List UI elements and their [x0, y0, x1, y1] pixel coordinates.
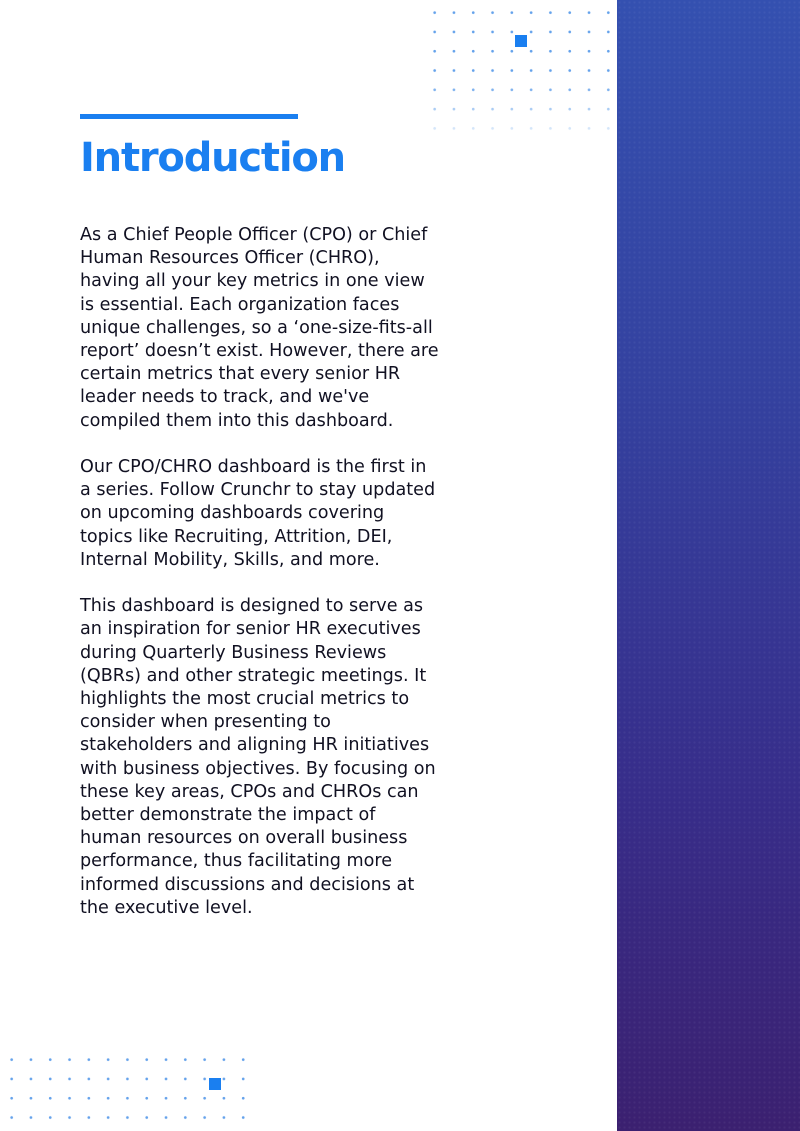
decorative-dot-grid-bottom	[2, 1050, 252, 1131]
introduction-body	[80, 224, 462, 943]
page-title: Introduction	[80, 135, 345, 181]
decorative-accent-square-top	[515, 35, 527, 47]
intro-paragraph-3: This dashboard is designed to serve as an inspiration for senior HR executives during Quarterly Business Reviews (QBRs) and other strategic meetings. It highlights the most crucial metrics to consider when presenting to stakeholders and aligning HR initiatives with business objectives. By focusing on these key areas, CPOs and CHROs can better demonstrate the impact of human resources on overall business performance, thus facilitating more informed discussions and decisions at the executive level.	[80, 596, 436, 918]
decorative-dot-grid-top	[425, 3, 618, 138]
intro-paragraph-1: As a Chief People Officer (CPO) or Chief Human Resources Officer (CHRO), having all your key metrics in one view is essential. Each organization faces unique challenges, so a ‘one-size-fits-all report’ doesn’t exist. However, there are certain metrics that every senior HR leader needs to track, and we've compiled them into this dashboard.	[80, 225, 439, 431]
heading-accent-rule	[80, 114, 298, 119]
decorative-accent-square-bottom	[209, 1078, 221, 1090]
decorative-side-panel	[617, 0, 800, 1131]
intro-paragraph-2: Our CPO/CHRO dashboard is the first in a series. Follow Crunchr to stay updated on upcoming dashboards covering topics like Recruiting, Attrition, DEI, Internal Mobility, Skills, and more.	[80, 457, 436, 570]
